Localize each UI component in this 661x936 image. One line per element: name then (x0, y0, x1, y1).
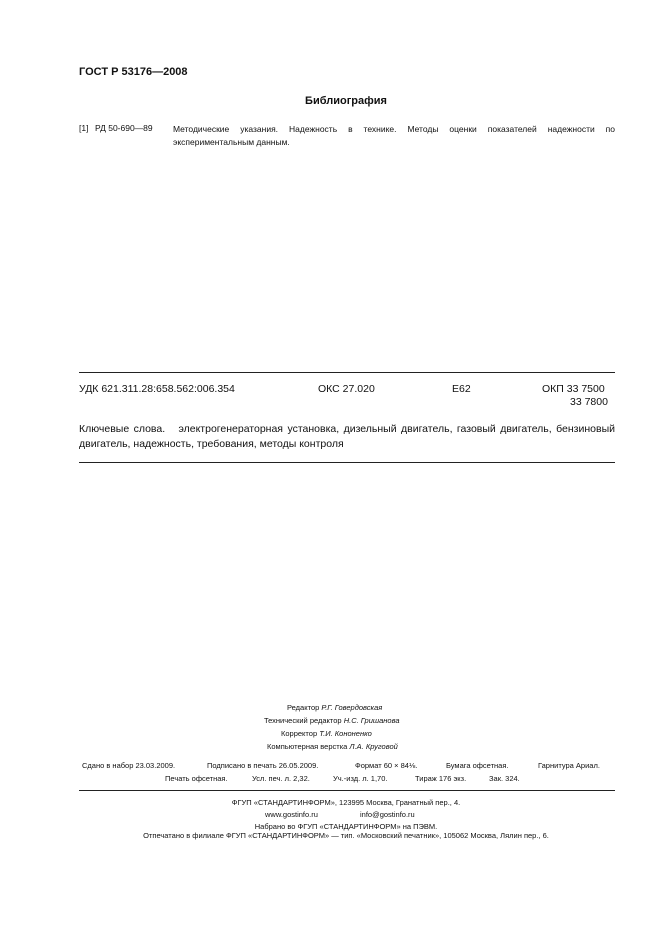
publisher-address: ФГУП «СТАНДАРТИНФОРМ», 123995 Москва, Гранатный пер., 4. (231, 798, 461, 807)
reference-text: Методические указания. Надежность в технике. Методы оценки показателей надежности по экспериментальным данным. (173, 124, 615, 147)
keywords-paragraph (79, 422, 615, 452)
reference-code: РД 50-690—89 (95, 123, 153, 133)
print-info-line1-b: Подписано в печать 26.05.2009. (207, 761, 319, 770)
editor-name: Р.Г. Говердовская (321, 703, 383, 712)
print-info-line2-e: Зак. 324. (489, 774, 520, 783)
print-info-line1-e: Гарнитура Ариал. (538, 761, 600, 770)
e-code: Е62 (452, 383, 471, 395)
layout-label: Компьютерная верстка (267, 742, 348, 751)
divider-bottom (79, 790, 615, 791)
print-info-line2-c: Уч.-изд. л. 1,70. (333, 774, 388, 783)
corrector-name: Т.И. Кононенко (319, 729, 372, 738)
publisher-website[interactable]: www.gostinfo.ru (265, 810, 318, 819)
print-info-line2-b: Усл. печ. л. 2,32. (252, 774, 310, 783)
document-code: ГОСТ Р 53176—2008 (79, 66, 188, 78)
reference-number: [1] (79, 123, 89, 133)
layout-name: Л.А. Круговой (349, 742, 398, 751)
tech-editor-label: Технический редактор (264, 716, 342, 725)
credit-tech-editor (264, 716, 400, 725)
divider-middle (79, 462, 615, 463)
keywords-label: Ключевые слова. (79, 423, 166, 435)
credit-layout (267, 742, 398, 751)
keywords-text: электрогенераторная установка, дизельный двигатель, газовый двигатель, бензиновый двигатель, надежность, требования, методы контроля (79, 423, 615, 450)
publisher-email[interactable]: info@gostinfo.ru (360, 810, 415, 819)
divider-top (79, 372, 615, 373)
print-info-line1-c: Формат 60 × 84⅛. (355, 761, 418, 770)
typeset-info: Набрано во ФГУП «СТАНДАРТИНФОРМ» на ПЭВМ. (254, 822, 438, 831)
okp-code-1: ОКП 33 7500 (542, 383, 605, 395)
print-info-line1-a: Сдано в набор 23.03.2009. (82, 761, 176, 770)
okp-code-2: 33 7800 (570, 396, 608, 408)
corrector-label: Корректор (281, 729, 318, 738)
printed-info: Отпечатано в филиале ФГУП «СТАНДАРТИНФОРМ» — тип. «Московский печатник», 105062 Москва, Лялин пер., 6. (143, 831, 549, 840)
credit-corrector (281, 729, 372, 738)
oks-code: ОКС 27.020 (318, 383, 375, 395)
print-info-line1-d: Бумага офсетная. (446, 761, 509, 770)
udk-code: УДК 621.311.28:658.562:006.354 (79, 383, 235, 395)
bibliography-title: Библиография (305, 95, 387, 107)
tech-editor-name: Н.С. Гришанова (343, 716, 400, 725)
print-info-line2-a: Печать офсетная. (165, 774, 228, 783)
credit-editor (287, 703, 382, 712)
editor-label: Редактор (287, 703, 320, 712)
print-info-line2-d: Тираж 176 экз. (415, 774, 467, 783)
